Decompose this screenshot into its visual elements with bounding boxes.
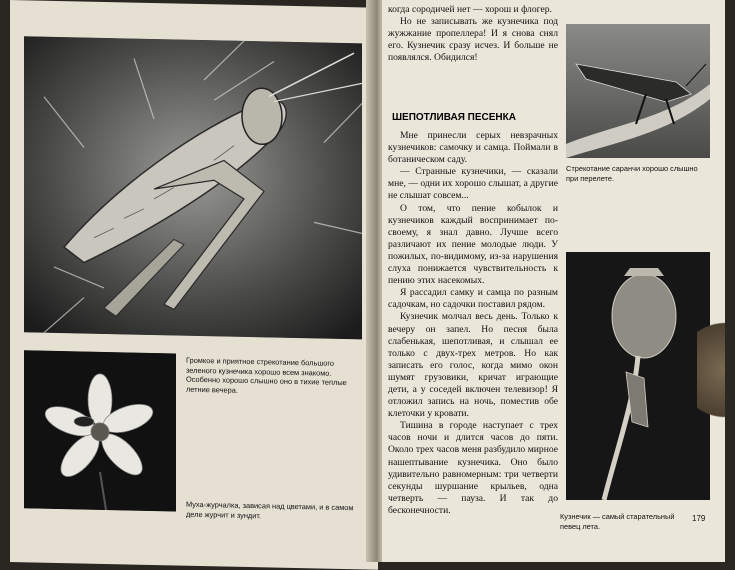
page-number: 179 [692,514,706,523]
paragraph-1: Мне принесли серых невзрачных кузнечиков: самочку и самца. Поймали в ботаническом саду. [388,130,558,166]
paragraph-3: О том, что пение кобылок и кузнечиков каждый воспринимает по-своему, я знал давно. Лучше всего различают их пение молодые люди. У пожилых, по-видимому, из-за нарушения слуха понижается чувствительность к пению этих насекомых. [388,202,558,287]
paragraph-4: Я рассадил самку и самца по разным садочкам, но садочки поставил рядом. [388,287,558,311]
intro-text [388,4,558,64]
paragraph-6: Тишина в городе наступает с трех часов ночи и длится часов до пяти. Около трех часов меня разбудило мирное нашептывание кузнечика. Оно было удивительно равномерным: три четверти секунды шуршание крыльев, одна четверть — пауза. И так до бесконечности. [388,420,558,516]
paragraph-2: — Странные кузнечики, — сказали мне, — одни их хорошо слышат, а другие не слышат совсем... [388,166,558,202]
intro-line-1: когда сородичей нет — хорош и флогер. [388,4,552,15]
fly-caption: Муха-журчалка, зависая над цветами, и в самом деле журчит и зундит. [186,499,354,520]
section-body [388,130,558,517]
locust-caption: Стрекотание саранчи хорошо слышно при перелете. [566,164,698,183]
thumb-shadow [697,310,725,430]
grasshopper-caption: Громкое и приятное стрекотание большого зеленого кузнечика хорошо всем знакомо. Особенно хорошо слышно оно в тихие теплые летние вечера. [186,355,347,395]
left-page [10,0,378,570]
section-title: ШЕПОТЛИВАЯ ПЕСЕНКА [392,112,516,123]
poppy-caption: Кузнечик — самый старательный певец лета. [560,512,675,531]
locust-photo [566,24,710,158]
intro-line-2: Но не записывать же кузнечика под жужжание пропеллера! И я снова снял его. Кузнечик сразу исчез. И больше не появлялся. Обидился! [388,16,558,64]
grasshopper-photo [24,36,362,339]
flower-with-hoverfly-photo [24,350,176,511]
poppy-pod-photo [566,252,710,500]
right-page [382,0,725,562]
paragraph-5: Кузнечик молчал весь день. Только к вечеру он запел. Но песня была слабенькая, шепотливая, и слышал ее только с двух-трех метров. Но как записать его голос, когда мимо окон шумят грузовики, кричат играющие дети, а у соседей включен телевизор! Я отложил запись на ночь, поместив обе клеточки у кровати. [388,311,558,420]
